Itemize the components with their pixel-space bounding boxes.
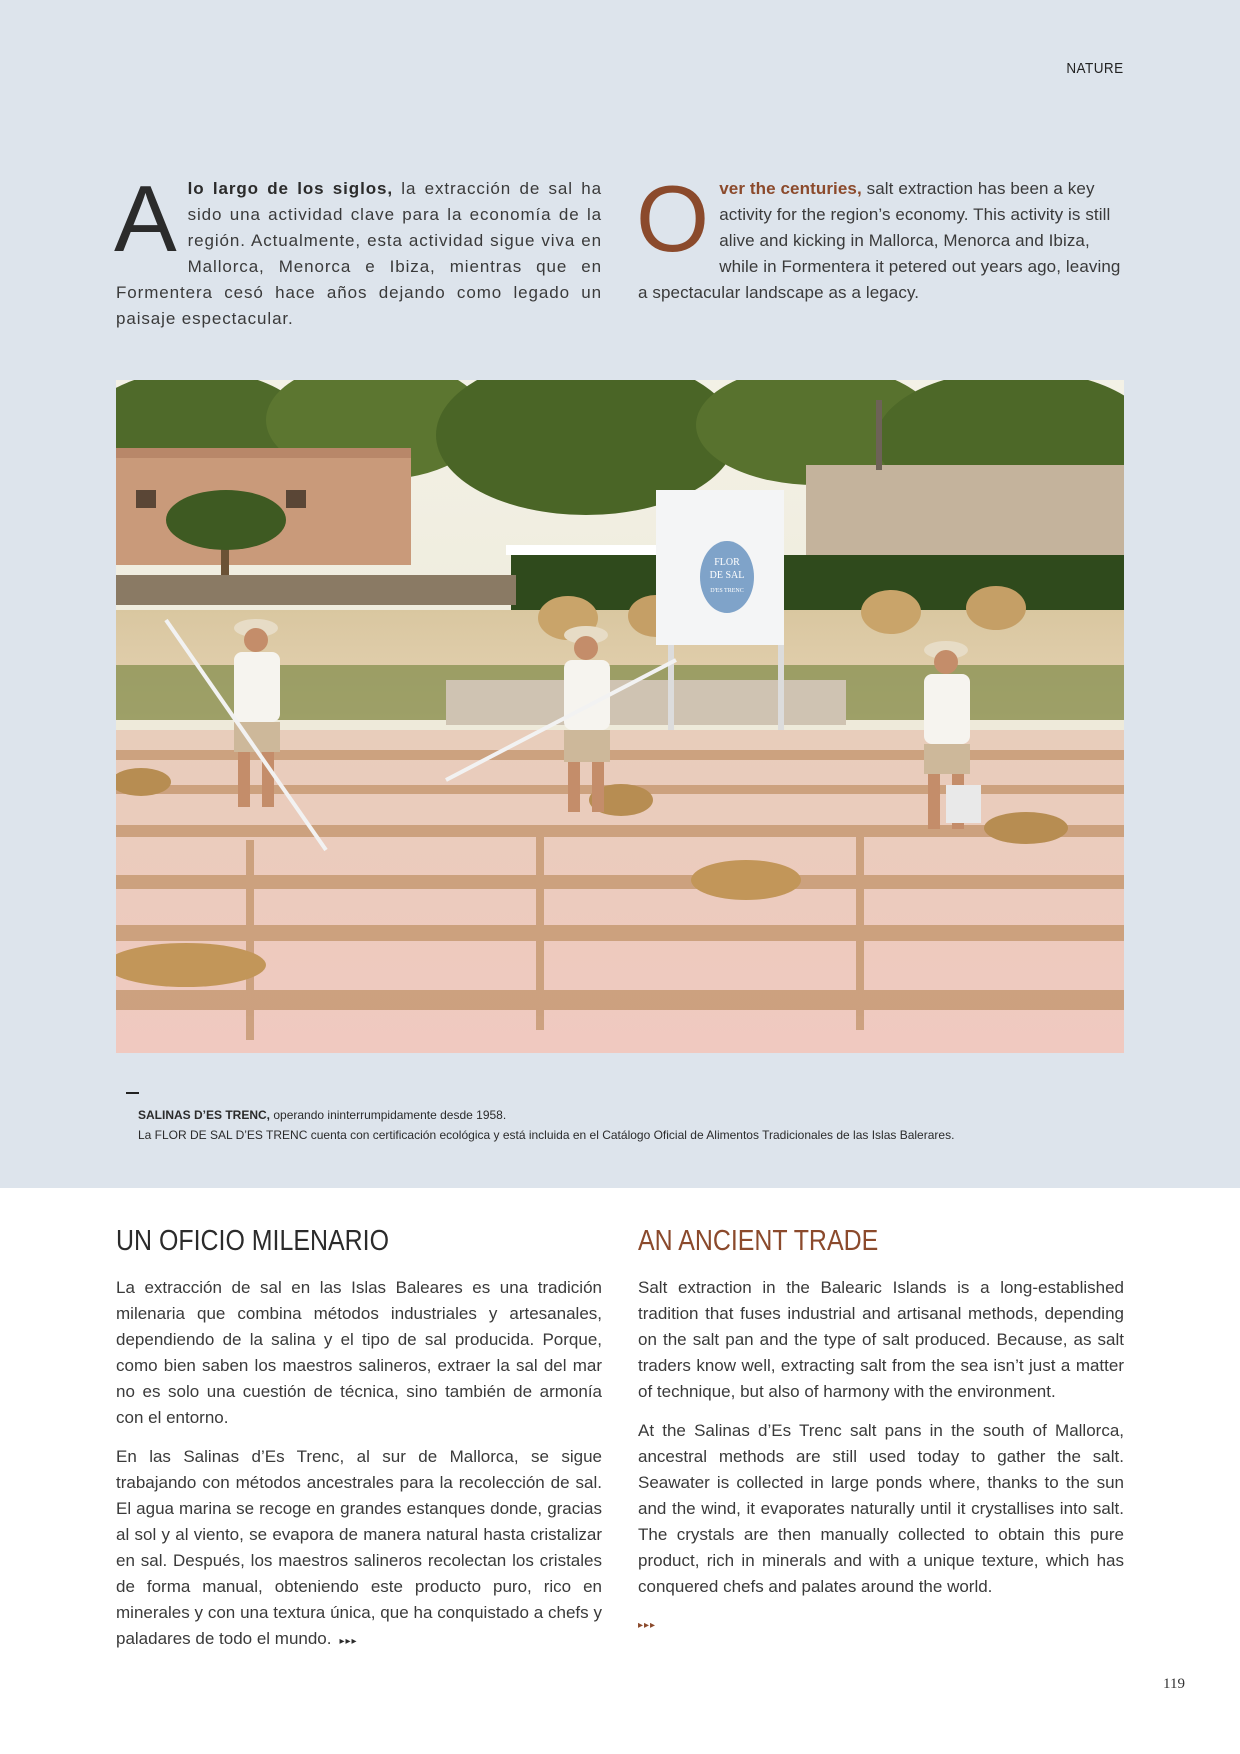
- page-number: 119: [1163, 1676, 1185, 1692]
- body-spanish-p1: La extracción de sal en las Islas Baleares es una tradición milenaria que combina métodos industriales y artesanales, dependiendo de la salina y el tipo de sal producida. Porque, como bien saben los maestros salineros, extraer la sal del mar no es solo una cuestión de técnica, sino también de armonía con el entorno.: [116, 1278, 602, 1427]
- intro-english-lead: ver the centuries,: [719, 179, 862, 198]
- body-english-p2: At the Salinas d’Es Trenc salt pans in the south of Mallorca, ancestral methods are still used today to gather the salt. Seawater is collected in large ponds where, thanks to the sun and the wind, it evaporates naturally until it crystallises into salt. The crystals are then manually collected to obtain this pure product, rich in minerals and with a unique texture, which has conquered chefs and palates around the world.: [638, 1421, 1124, 1596]
- intro-english-text: salt extraction has been a key activity for the region’s economy. This activity is still alive and kicking in Mallorca, Menorca and Ibiza, while in Formentera it petered out years ago, leaving a spectacular landscape as a legacy.: [638, 179, 1121, 302]
- heading-english: AN ANCIENT TRADE: [638, 1225, 879, 1257]
- section-label: NATURE: [1066, 60, 1124, 77]
- continue-arrows-icon: ▸▸▸: [638, 1620, 657, 1631]
- caption-dash: [126, 1092, 139, 1094]
- caption-bold: SALINAS D’ES TRENC,: [138, 1108, 271, 1122]
- body-spanish-p2-text: En las Salinas d’Es Trenc, al sur de Mallorca, se sigue trabajando con métodos ancestrales para la recolección de sal. El agua marina se recoge en grandes estanques donde, gracias al sol y al viento, se evapora de manera natural hasta cristalizar en sal. Después, los maestros salineros recolectan los cristales de forma manual, obteniendo este producto puro, rico en minerales y con una textura única, que ha conquistado a chefs y paladares de todo el mundo.: [116, 1447, 602, 1648]
- salt-pan-photo: [116, 380, 1124, 1053]
- sign-text-line2: DE SAL: [709, 570, 745, 581]
- intro-spanish: [114, 166, 602, 332]
- dropcap-a: A: [114, 166, 178, 271]
- heading-spanish: UN OFICIO MILENARIO: [116, 1225, 389, 1257]
- intro-english: [636, 166, 1124, 306]
- sign-subtext: D'ES TRENC: [710, 588, 744, 594]
- body-spanish: [116, 1275, 602, 1668]
- caption-line2: La FLOR DE SAL D’ES TRENC cuenta con certificación ecológica y está incluida en el Catálogo Oficial de Alimentos Tradicionales de las Islas Balerares.: [138, 1128, 955, 1142]
- continue-arrows-icon: ▸▸▸: [339, 1636, 358, 1647]
- body-english-p1: Salt extraction in the Balearic Islands is a long-established tradition that fuses industrial and artisanal methods, depending on the salt pan and the type of salt produced. Because, as salt traders know well, extracting salt from the sea isn’t just a matter of technique, but also of harmony with the environment.: [638, 1278, 1124, 1401]
- body-english: [638, 1275, 1124, 1639]
- sign-text-line1: FLOR: [714, 557, 740, 568]
- photo-caption: [138, 1105, 954, 1145]
- caption-line1: operando ininterrumpidamente desde 1958.: [270, 1108, 507, 1122]
- intro-spanish-lead: lo largo de los siglos,: [187, 179, 393, 198]
- body-spanish-p2: [116, 1444, 602, 1655]
- dropcap-o: O: [636, 166, 710, 271]
- intro-spanish-text: la extracción de sal ha sido una actividad clave para la economía de la región. Actualmente, esta actividad sigue viva en Mallorca, Menorca e Ibiza, mientras que en Formentera cesó hace años dejando como legado un paisaje espectacular.: [116, 179, 602, 328]
